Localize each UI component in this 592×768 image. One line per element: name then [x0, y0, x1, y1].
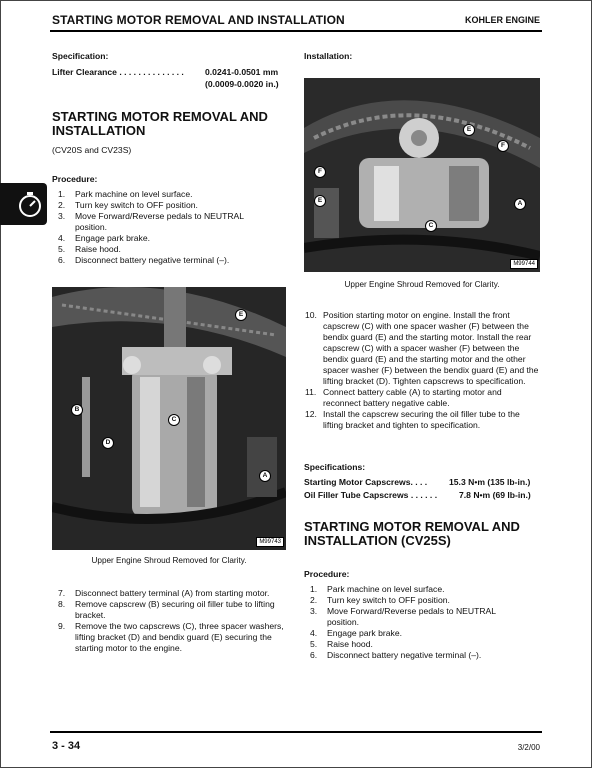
- list-item: 6. Disconnect battery negative terminal (–).: [58, 255, 230, 265]
- photo-tag: M99743: [256, 537, 284, 547]
- specifications-label: Specifications:: [304, 462, 366, 472]
- list-item: 10. Position starting motor on engine. Install the front capscrew (C) with one spacer washer (F) between the bendix guard (E) and the starting motor. Install the rear capscrew (C) with a spacer washer (F) between the bendix guard (E) and the starting motor and the other spacer washer (F) between the bendix guard (E) and the lifting bracket (D). Tighten capscrews to specification.: [305, 310, 539, 386]
- procedure-label: Procedure:: [52, 174, 98, 184]
- callout-f: F: [497, 140, 509, 152]
- installation-label: Installation:: [304, 51, 353, 61]
- section-heading-line2: INSTALLATION: [52, 123, 146, 138]
- callout-c: C: [168, 414, 180, 426]
- section-tab: [0, 183, 47, 225]
- list-item: 5. Raise hood.: [58, 244, 121, 254]
- list-item: 7. Disconnect battery terminal (A) from starting motor.: [58, 588, 270, 598]
- list-item: 12. Install the capscrew securing the oil filler tube to the lifting bracket and tighten to specification.: [305, 409, 520, 430]
- installation-photo: [304, 78, 540, 272]
- spec-label: Specification:: [52, 51, 109, 61]
- callout-a: A: [259, 470, 271, 482]
- header-brand: KOHLER ENGINE: [464, 15, 540, 25]
- section-heading-line1: STARTING MOTOR REMOVAL AND: [52, 109, 268, 124]
- list-item: 8. Remove capscrew (B) securing oil filler tube to lifting bracket.: [58, 599, 275, 620]
- callout-d: D: [102, 437, 114, 449]
- removal-steps: [58, 588, 290, 654]
- list-item: 1. Park machine on level surface.: [310, 584, 445, 594]
- callout-e: E: [314, 195, 326, 207]
- list-item: 4. Engage park brake.: [58, 233, 151, 243]
- models-note: (CV20S and CV23S): [52, 145, 132, 155]
- spec2-value: 7.8 N•m (69 lb-in.): [459, 490, 531, 500]
- list-item: 2. Turn key switch to OFF position.: [310, 595, 450, 605]
- callout-b: B: [71, 404, 83, 416]
- list-item: 1. Park machine on level surface.: [58, 189, 193, 199]
- lifter-clearance-label: Lifter Clearance . . . . . . . . . . . . . .: [52, 67, 184, 77]
- header-rule: [50, 30, 542, 32]
- starting-motor-photo: [52, 287, 286, 550]
- installation-photo-illustration: [304, 78, 540, 272]
- list-item: 3. Move Forward/Reverse pedals to NEUTRAL position.: [310, 606, 496, 627]
- installation-steps: [305, 310, 541, 431]
- procedure-steps: [58, 189, 268, 266]
- photo-tag: M99744: [510, 259, 538, 269]
- spec1-value: 15.3 N•m (135 lb-in.): [449, 477, 531, 487]
- callout-f: F: [314, 166, 326, 178]
- list-item: 2. Turn key switch to OFF position.: [58, 200, 198, 210]
- list-item: 11. Connect battery cable (A) to starting motor and reconnect battery negative cable.: [305, 387, 502, 408]
- list-item: 4. Engage park brake.: [310, 628, 403, 638]
- procedure-steps: [310, 584, 530, 661]
- photo-caption: Upper Engine Shroud Removed for Clarity.: [91, 556, 247, 565]
- spec1-label: Starting Motor Capscrews. . . .: [304, 477, 428, 487]
- list-item: 3. Move Forward/Reverse pedals to NEUTRAL position.: [58, 211, 244, 232]
- page-date: 3/2/00: [517, 743, 540, 752]
- lifter-clearance-value: 0.0241-0.0501 mm: [205, 67, 279, 77]
- callout-c: C: [425, 220, 437, 232]
- section-heading-line2: INSTALLATION (CV25S): [304, 533, 451, 548]
- callout-e: E: [463, 124, 475, 136]
- list-item: 9. Remove the two capscrews (C), three spacer washers, lifting bracket (D) and bendix guard (E) securing the starting motor to the engine.: [58, 621, 284, 653]
- list-item: 5. Raise hood.: [310, 639, 373, 649]
- header-title: STARTING MOTOR REMOVAL AND INSTALLATION: [52, 13, 345, 27]
- photo-caption: Upper Engine Shroud Removed for Clarity.: [344, 280, 500, 289]
- procedure-label: Procedure:: [304, 569, 350, 579]
- callout-a: A: [514, 198, 526, 210]
- lifter-clearance-value-in: (0.0009-0.0020 in.): [205, 79, 279, 89]
- spec2-label: Oil Filler Tube Capscrews . . . . . .: [304, 490, 438, 500]
- stopwatch-icon: [0, 183, 47, 225]
- page-number: 3 - 34: [52, 740, 81, 752]
- section-heading-line1: STARTING MOTOR REMOVAL AND: [304, 519, 520, 534]
- callout-e: E: [235, 309, 247, 321]
- list-item: 6. Disconnect battery negative terminal (–).: [310, 650, 482, 660]
- footer-rule: [50, 731, 542, 733]
